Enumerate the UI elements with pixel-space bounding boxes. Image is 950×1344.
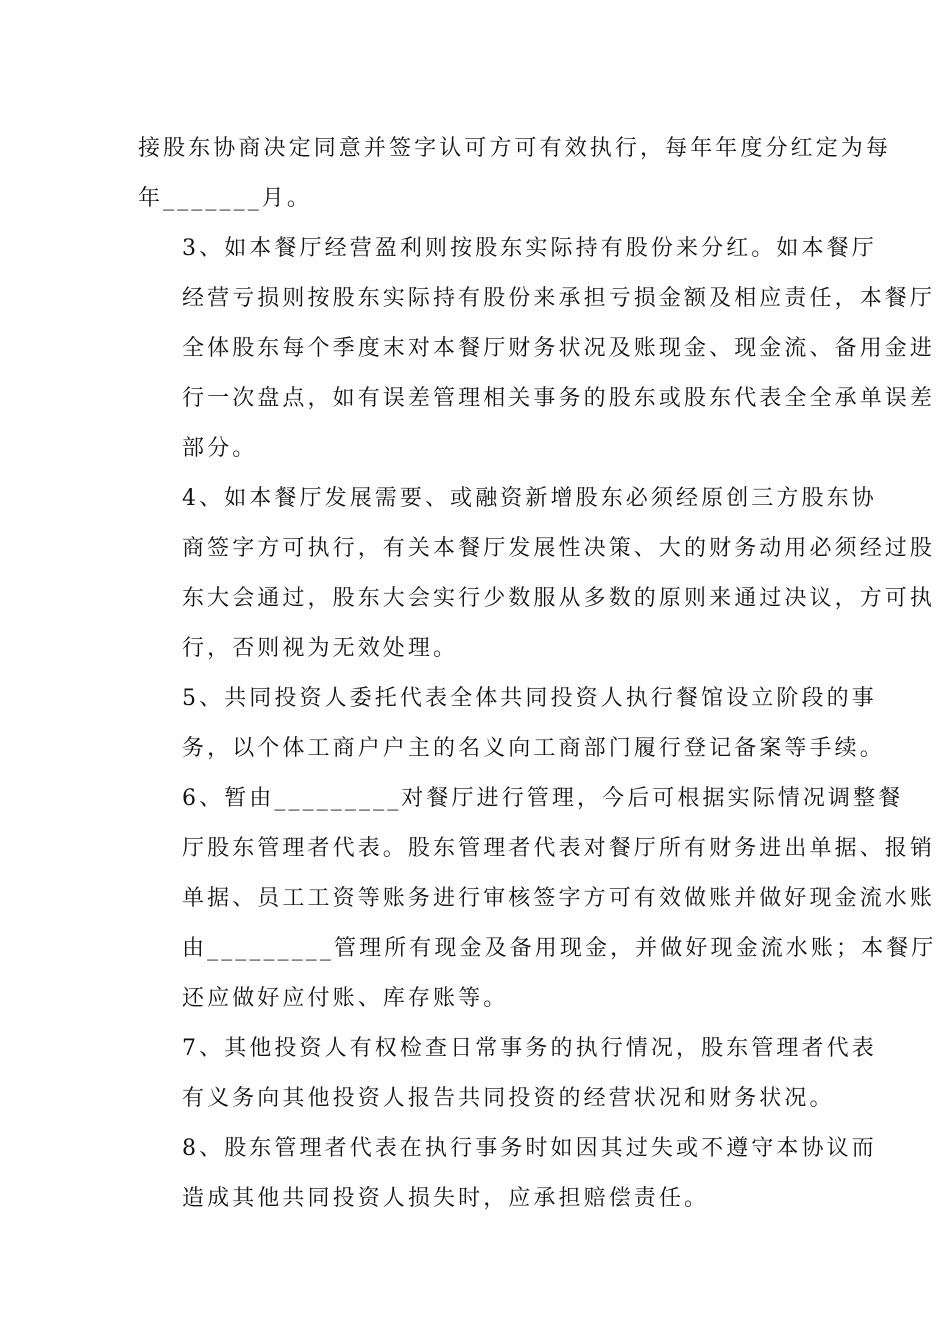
text-line: 6、暂由_________对餐厅进行管理，今后可根据实际情况调整餐 — [182, 786, 904, 811]
text-line: 8、股东管理者代表在执行事务时如因其过失或不遵守本协议而 — [182, 1136, 877, 1161]
paragraph-clause-8 — [138, 1124, 877, 1224]
paragraph-clause-7 — [138, 1024, 877, 1124]
text-line: 由_________管理所有现金及备用现金，并做好现金流水账；本餐厅 — [182, 936, 937, 961]
text-line: 造成其他共同投资人损失时，应承担赔偿责任。 — [182, 1186, 710, 1211]
text-line: 4、如本餐厅发展需要、或融资新增股东必须经原创三方股东协 — [182, 486, 877, 511]
text-line: 部分。 — [182, 436, 258, 461]
paragraph-clause-3 — [138, 224, 936, 474]
document-page — [138, 124, 937, 1224]
paragraph-clause-5 — [138, 674, 885, 774]
text-line: 经营亏损则按股东实际持有股份来承担亏损金额及相应责任，本餐厅 — [182, 286, 936, 311]
text-line: 7、其他投资人有权检查日常事务的执行情况，股东管理者代表 — [182, 1036, 877, 1061]
paragraph-dividend-clause — [138, 124, 892, 224]
text-line: 单据、员工工资等账务进行审核签字方可有效做账并做好现金流水账 — [182, 886, 936, 911]
text-line: 行一次盘点，如有误差管理相关事务的股东或股东代表全全承单误差 — [182, 386, 936, 411]
text-line: 年_______月。 — [138, 186, 313, 211]
text-line: 东大会通过，股东大会实行少数服从多数的原则来通过决议，方可执 — [182, 586, 936, 611]
text-line: 有义务向其他投资人报告共同投资的经营状况和财务状况。 — [182, 1086, 835, 1111]
text-line: 全体股东每个季度末对本餐厅财务状况及账现金、现金流、备用金进 — [182, 336, 936, 361]
paragraph-clause-4 — [138, 474, 936, 674]
text-line: 3、如本餐厅经营盈利则按股东实际持有股份来分红。如本餐厅 — [182, 236, 877, 261]
text-line: 行，否则视为无效处理。 — [182, 636, 459, 661]
text-line: 5、共同投资人委托代表全体共同投资人执行餐馆设立阶段的事 — [182, 686, 877, 711]
text-line: 厅股东管理者代表。股东管理者代表对餐厅所有财务进出单据、报销 — [182, 836, 936, 861]
text-line: 还应做好应付账、库存账等。 — [182, 986, 509, 1011]
paragraph-clause-6 — [138, 774, 937, 1024]
text-line: 接股东协商决定同意并签字认可方可有效执行，每年年度分红定为每 — [138, 136, 892, 161]
text-line: 商签字方可执行，有关本餐厅发展性决策、大的财务动用必须经过股 — [182, 536, 936, 561]
text-line: 务，以个体工商户户主的名义向工商部门履行登记备案等手续。 — [182, 736, 885, 761]
